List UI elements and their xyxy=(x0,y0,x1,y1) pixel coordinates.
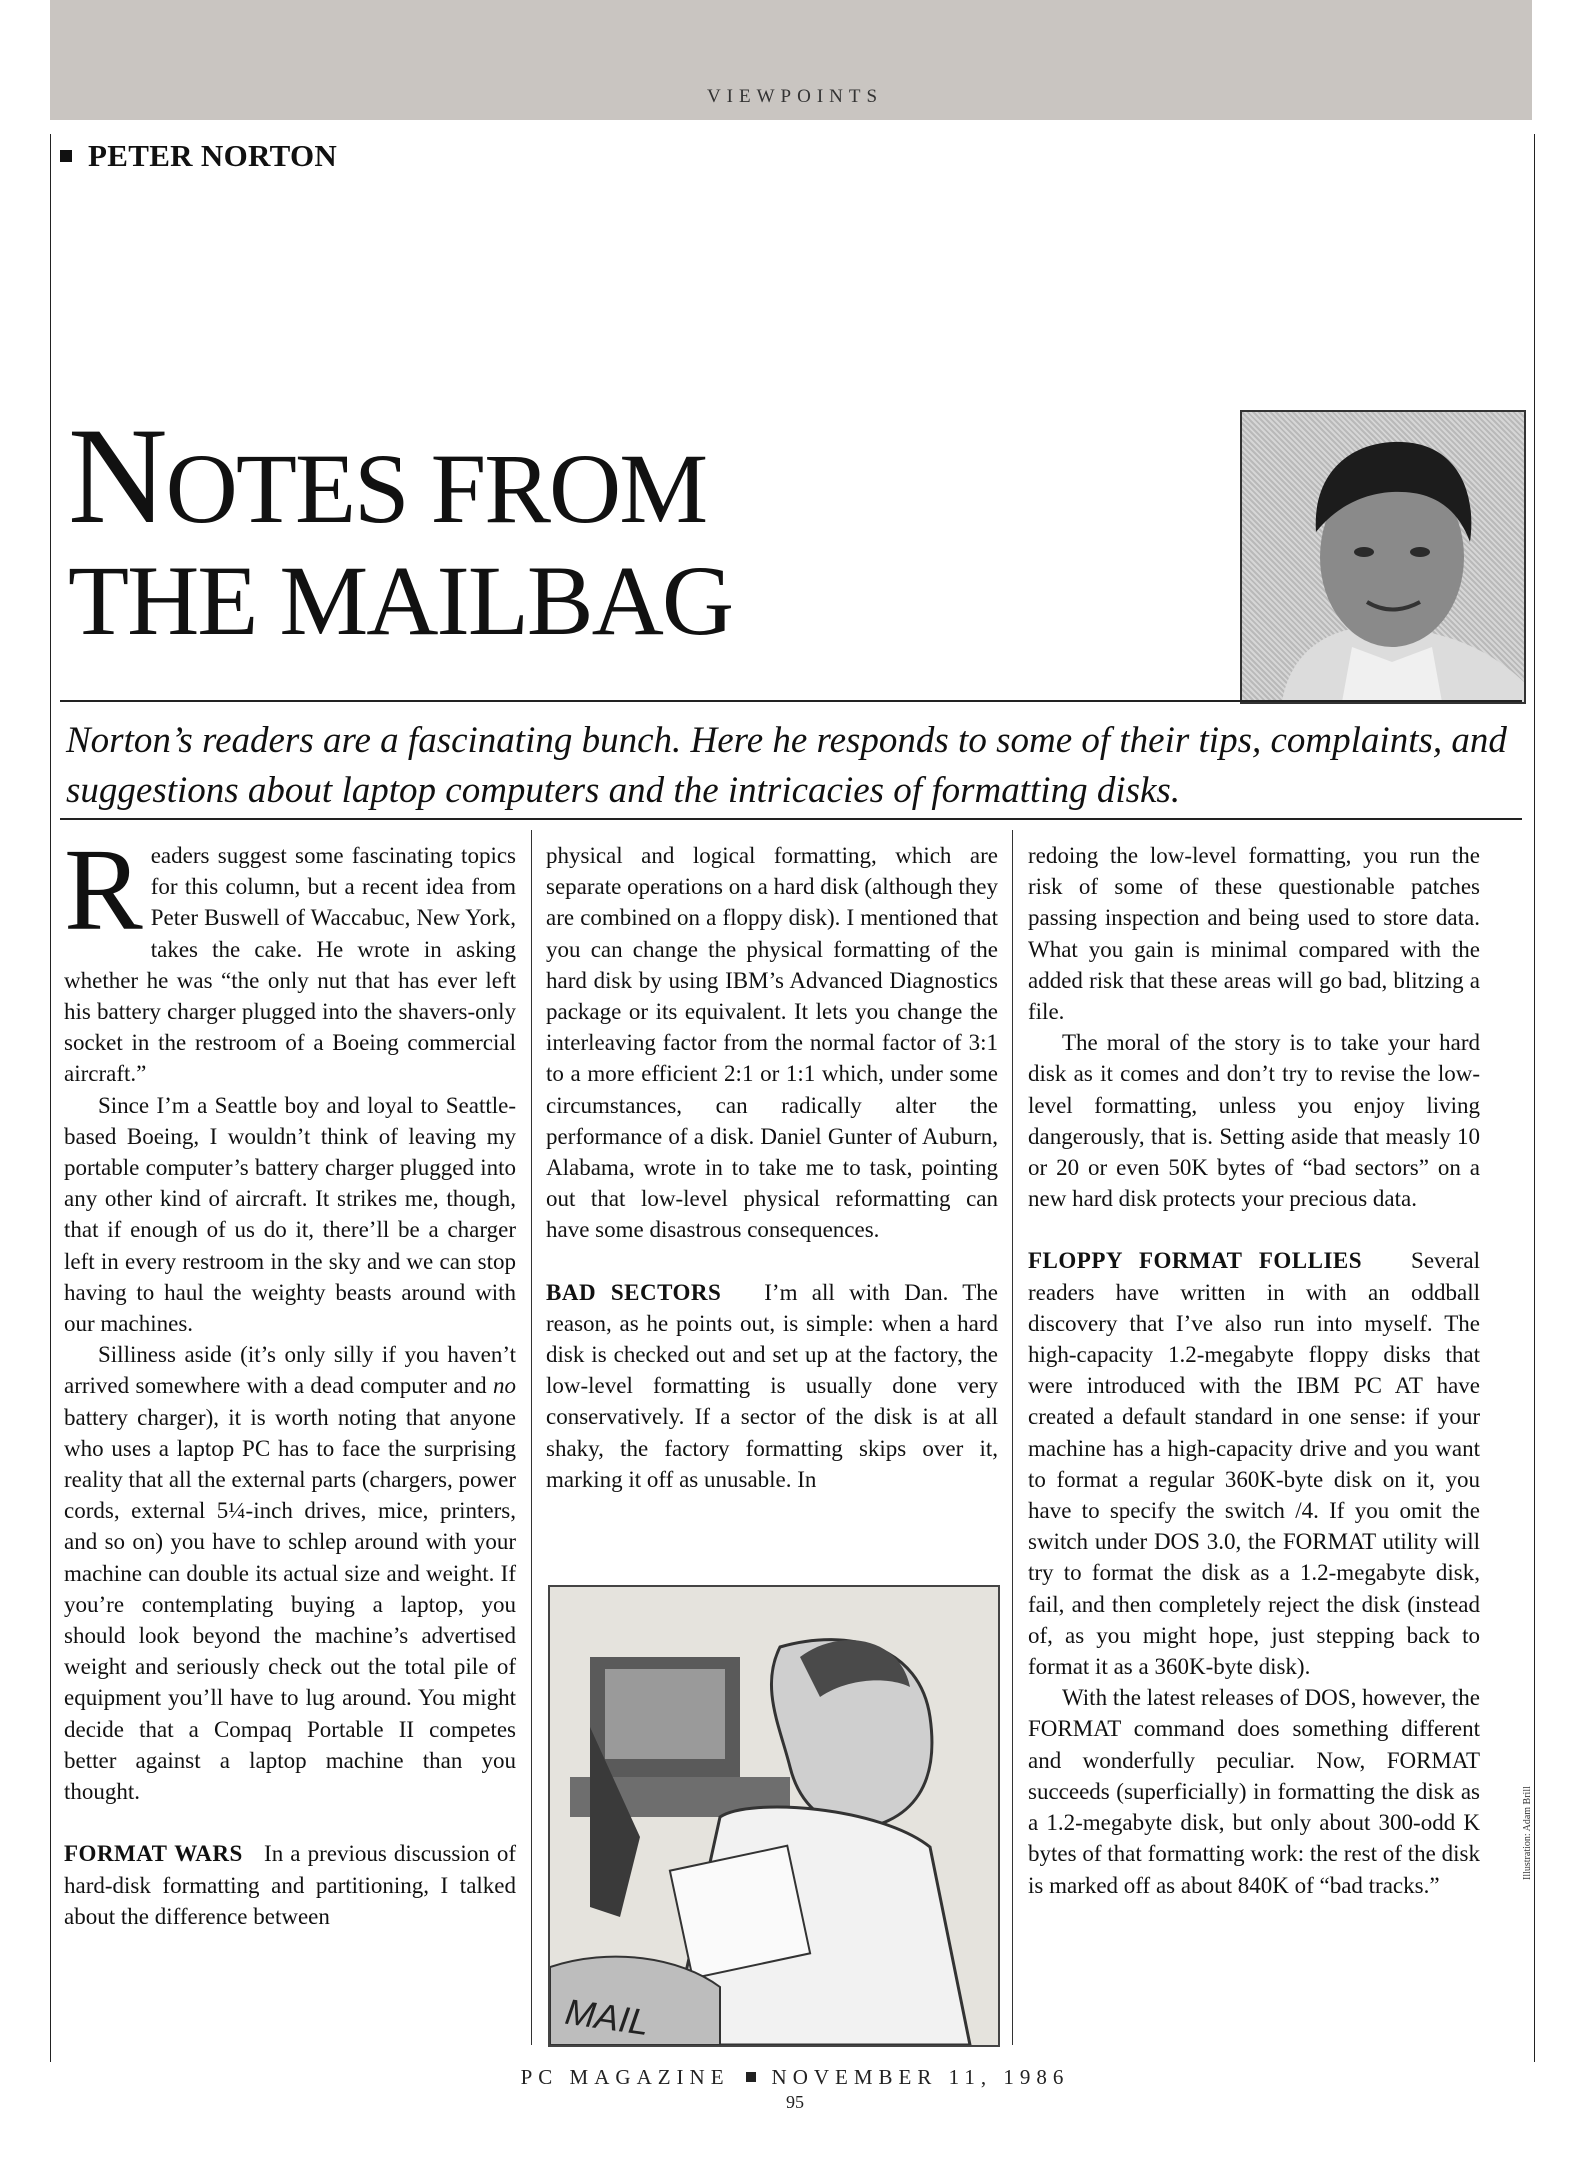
paragraph: Readers suggest some fascinating topics for this column, but a recent idea from Peter Buswell of Waccabuc, New York, takes the cake. He wrote in asking whether he was “the only nut that has ever left his battery charger plugged into the shavers-only socket in the restroom of a Boeing commercial aircraft.” xyxy=(64,824,516,1087)
author-name: PETER NORTON xyxy=(88,138,338,173)
paragraph: The moral of the story is to take your hard disk as it comes and don’t try to revise the low-level formatting, unless you enjoy living dangerously, that is. Setting aside that measly 10 or 20 or even 50K bytes of “bad sectors” on a new hard disk protects your precious data. xyxy=(1028,1030,1480,1212)
subhead-floppy-format-follies: FLOPPY FORMAT FOLLIES xyxy=(1028,1248,1363,1274)
column-1 xyxy=(64,824,516,1932)
paragraph: redoing the low-level formatting, you run the risk of some of these questionable patches passing inspection and being used to store data. What you gain is minimal compared with the added risk that these areas will go bad, blitzing a file. xyxy=(1028,843,1480,1025)
subhead-bad-sectors: BAD SECTORS xyxy=(546,1279,722,1305)
column-3 xyxy=(1028,840,1480,1901)
title-initial-cap: N xyxy=(68,399,166,552)
article-title xyxy=(68,399,733,657)
column-divider xyxy=(531,830,532,2045)
illustration xyxy=(548,1585,1000,2047)
paragraph: BAD SECTORS I’m all with Dan. The reason, as he points out, is simple: when a hard disk is checked out and set up at the factory, the low-level formatting is usually done very conservatively. If a sector of the disk is at all shaky, the factory formatting skips over it, marking it off as unusable. In xyxy=(546,1279,998,1492)
paragraph: FLOPPY FORMAT FOLLIES Several readers have written in with an oddball discovery that I’ve also run into myself. The high-capacity 1.2-megabyte floppy disks that were introduced with the IBM PC AT have created a default standard in one sense: if your machine has a high-capacity drive and you want to format a regular 360K-byte disk on it, you have to specify the switch /4. If you omit the switch under DOS 3.0, the FORMAT utility will try to format the disk as a 1.2-megabyte disk, fail, and then completely reject the disk (instead of, as you might hope, just stepping back to format it as a 360K-byte disk). xyxy=(1028,1248,1481,1680)
column-divider xyxy=(1012,830,1013,2045)
page-number: 95 xyxy=(786,2092,804,2112)
frame-right-rule xyxy=(1534,134,1535,2062)
frame-left-rule xyxy=(50,134,51,2062)
illustration-mail-text: MAIL xyxy=(562,1990,652,2044)
title-line2: THE MAILBAG xyxy=(68,545,733,656)
magazine-name: PC MAGAZINE xyxy=(520,2065,730,2089)
article-deck: Norton’s readers are a fascinating bunch. Here he responds to some of their tips, complaints, and suggestions about laptop computers and the intricacies of formatting disks. xyxy=(66,720,1507,811)
author-photo xyxy=(1240,410,1526,704)
portrait-image xyxy=(1242,412,1524,702)
bullet-square-icon xyxy=(60,150,72,162)
illustration-credit: Illustration: Adam Brill xyxy=(1522,1786,1533,1880)
paragraph: physical and logical formatting, which are separate operations on a hard disk (although they are combined on a floppy disk). I mentioned that you can change the physical formatting of the hard disk by using IBM’s Advanced Diagnostics package or its equivalent. It lets you change the interleaving factor from the normal factor of 3:1 to a more efficient 2:1 or 1:1 which, under some circumstances, can radically alter the performance of a disk. Daniel Gunter of Auburn, Alabama, wrote in to take me to task, pointing out that low-level physical reformatting can have some disastrous consequences. xyxy=(546,843,998,1243)
subhead-format-wars: FORMAT WARS xyxy=(64,1841,243,1867)
paragraph: With the latest releases of DOS, however, the FORMAT command does something different and wonderfully peculiar. Now, FORMAT succeeds (superficially) in formatting the disk as a 1.2-megabyte disk, but only about 300-odd K bytes of that formatting work: the rest of the disk is marked off as about 840K of “bad tracks.” xyxy=(1028,1685,1480,1898)
page-footer xyxy=(0,2065,1590,2090)
paragraph: Silliness aside (it’s only silly if you haven’t arrived somewhere with a dead computer and no battery charger), it is worth noting that anyone who uses a laptop PC has to face the surprising reality that all the external parts (chargers, power cords, external 5¼-inch drives, mice, printers, and so on) you have to schlep around with your machine can double its actual size and weight. If you’re contemplating buying a laptop, you should look beyond the machine’s advertised weight and seriously check out the total pile of equipment you’ll have to lug around. You might decide that a Compaq Portable II competes better against a laptop machine than you thought. xyxy=(64,1342,516,1805)
issue-date: NOVEMBER 11, 1986 xyxy=(771,2065,1070,2089)
paragraph: FORMAT WARS In a previous discussion of hard-disk formatting and partitioning, I talked about the difference between xyxy=(64,1841,516,1929)
column-2 xyxy=(546,840,998,1495)
deck-bottom-rule xyxy=(60,818,1522,820)
illustration-drawing xyxy=(550,1587,998,2045)
drop-cap: R xyxy=(64,824,143,955)
author-byline xyxy=(60,138,337,174)
paragraph: Since I’m a Seattle boy and loyal to Seattle-based Boeing, I wouldn’t think of leaving my portable computer’s battery charger plugged into any other kind of aircraft. It strikes me, though, that if enough of us do it, there’ll be a charger left in every restroom in the sky and we can stop having to haul the weighty beasts around with our machines. xyxy=(64,1092,516,1337)
section-label: VIEWPOINTS xyxy=(706,86,884,107)
bullet-square-icon xyxy=(746,2072,756,2082)
deck-top-rule xyxy=(60,700,1522,702)
title-line1: OTES FROM xyxy=(165,433,707,544)
